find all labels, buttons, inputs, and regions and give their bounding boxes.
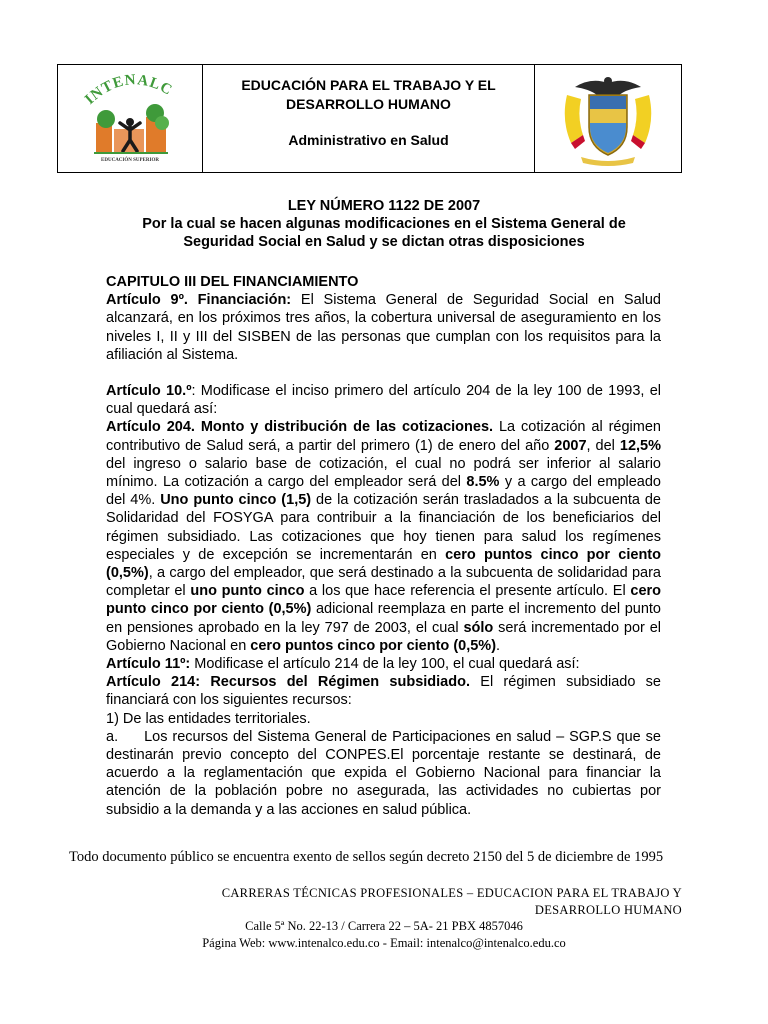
shield-cell — [535, 65, 681, 172]
document-header — [57, 64, 682, 173]
law-subtitle-line1: Por la cual se hacen algunas modificaciones en el Sistema General de — [142, 216, 626, 232]
item-a-text: Los recursos del Sistema General de Participaciones en salud – SGP.S que se destinarán previo concepto del CONPES.El porcentaje restante se destinará, de acuerdo a la reglamentación que expida el Gobierno Nacional para financiar la atención de la población pobre no asegurada, las actividades no cubiertas por subsidio a la demanda y a las acciones en salud pública. — [106, 728, 661, 818]
article-204-label: Artículo 204. Monto y distribución de las cotizaciones. — [106, 419, 494, 436]
article-9 — [106, 291, 661, 364]
header-title-cell — [203, 65, 535, 172]
article-11-text: Modificase el artículo 214 de la ley 100, el cual quedará así: — [190, 656, 580, 673]
article-214 — [106, 673, 661, 709]
logo-brand-text: INTENALC — [82, 72, 176, 108]
item-a-marker: a. — [106, 728, 119, 745]
footer-address: Calle 5ª No. 22-13 / Carrera 22 – 5A- 21 PBX 4857046 — [245, 919, 523, 933]
article-9-text: El Sistema General de Seguridad Social en Salud alcanzará, en los próximos tres años, la cobertura universal de aseguramiento en los niveles I, II y III del SISBEN de las personas que cumplan con los requisitos para la afiliación al Sistema. — [106, 292, 661, 363]
document-body — [106, 273, 661, 819]
law-title-block — [0, 197, 768, 251]
header-subtitle: Administrativo en Salud — [288, 132, 449, 148]
header-title-line1: EDUCACIÓN PARA EL TRABAJO Y EL — [241, 77, 496, 93]
footer-careers: CARRERAS TÉCNICAS PROFESIONALES – EDUCACION PARA EL TRABAJO Y DESARROLLO HUMANO — [221, 886, 682, 917]
chapter-heading: CAPITULO III DEL FINANCIAMIENTO — [106, 274, 359, 290]
article-9-label: Artículo 9º. Financiación: — [106, 292, 292, 309]
colombia-coat-of-arms-icon — [535, 65, 681, 172]
footer-web: Página Web: www.intenalco.edu.co - Email: intenalco@intenalco.edu.co — [202, 936, 566, 950]
logo-subtext: EDUCACIÓN SUPERIOR — [101, 158, 159, 163]
article-214-text: El régimen subsidiado se financiará con los siguientes recursos: — [106, 674, 662, 709]
law-title: LEY NÚMERO 1122 DE 2007 — [287, 198, 481, 214]
footer-note: Todo documento público se encuentra exento de sellos según decreto 2150 del 5 de diciembre de 1995 — [69, 849, 664, 865]
article-10 — [106, 382, 661, 418]
article-214-item-1: 1) De las entidades territoriales. — [106, 710, 311, 727]
article-204: Artículo 204. Monto y distribución de las cotizaciones. La cotización al régimen contributivo de Salud será, a partir del primero (1) de enero del año 2007, del 12,5% del ingreso o salario base de cotización, el cual no podrá ser inferior al salario mínimo. La cotización a cargo del empleador será del 8.5% y a cargo del empleado del 4%. Uno punto cinco (1,5) de la cotización serán trasladados a la subcuenta de Solidaridad del FOSYGA para contribuir a la financiación de los beneficiarios del régimen subsidiado. Las cotizaciones que hoy tienen para salud los regímenes especiales y de excepción se incrementarán en cero puntos cinco por ciento (0,5%), a cargo del empleador, que será destinado a la subcuenta de solidaridad para completar el uno punto cinco a los que hace referencia el presente artículo. El cero punto cinco por ciento (0,5%) adicional reemplaza en parte el incremento del punto en pensiones aprobado en la ley 797 de 2003, el cual sólo será incrementado por el Gobierno Nacional en cero puntos cinco por ciento (0,5%). — [106, 419, 662, 654]
svg-text:INTENALCO — [58, 65, 175, 108]
intenalco-logo — [58, 65, 203, 172]
header-title-line2: DESARROLLO HUMANO — [286, 96, 451, 112]
article-10-label: Artículo 10.º — [106, 383, 192, 400]
article-10-text: : Modificase el inciso primero del artículo 204 de la ley 100 de 1993, el cual quedará así: — [106, 383, 661, 418]
article-11 — [106, 655, 661, 673]
law-subtitle-line2: Seguridad Social en Salud y se dictan otras disposiciones — [183, 234, 585, 250]
logo-cell — [58, 65, 203, 172]
article-214-item-a — [106, 728, 661, 819]
article-11-label: Artículo 11º: — [106, 656, 191, 673]
article-214-label: Artículo 214: Recursos del Régimen subsidiado. — [106, 674, 470, 691]
